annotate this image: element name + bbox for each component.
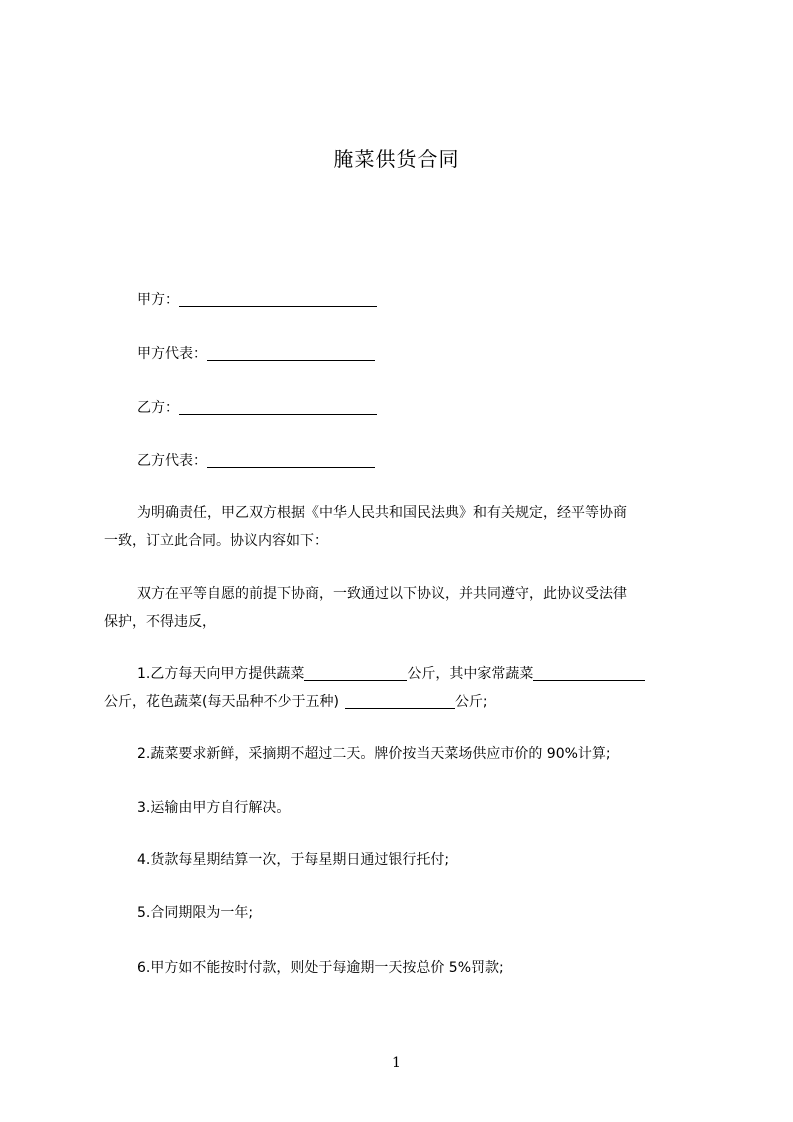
party-a-label: 甲方：: [137, 292, 179, 308]
agreement-line-2: 保护，不得违反，: [104, 614, 216, 630]
party-a-rep-blank: [207, 343, 375, 361]
document-title: 腌菜供货合同: [333, 147, 460, 171]
clause-4: 4.货款每星期结算一次，于每星期日通过银行托付;: [137, 852, 450, 868]
party-a-rep-label: 甲方代表：: [137, 346, 207, 362]
clause-6: 6.甲方如不能按时付款，则处于每逾期一天按总价 5%罚款;: [137, 960, 504, 976]
party-b-line: [137, 394, 377, 422]
party-a-rep-line: [137, 340, 375, 368]
party-b-label: 乙方：: [137, 400, 179, 416]
clause-1-blank-total: [304, 663, 407, 681]
party-a-blank: [179, 289, 377, 307]
clause-1-part-2: 公斤，其中家常蔬菜: [407, 666, 534, 682]
party-b-rep-label: 乙方代表：: [137, 453, 207, 469]
party-a-line: [137, 286, 377, 314]
clause-3: 3.运输由甲方自行解决。: [137, 800, 291, 816]
agreement-line-1: 双方在平等自愿的前提下协商，一致通过以下协议，并共同遵守，此协议受法律: [137, 586, 627, 602]
clause-1-part-4: 公斤;: [454, 694, 488, 710]
party-b-rep-blank: [207, 450, 375, 468]
clause-1-blank-home: [533, 663, 645, 681]
clause-1-line-1: [137, 660, 645, 688]
page-number: 1: [392, 1055, 401, 1071]
clause-1-part-3: 公斤，花色蔬菜(每天品种不少于五种): [104, 694, 339, 710]
clause-1-blank-fancy: [345, 691, 455, 709]
clause-5: 5.合同期限为一年;: [137, 905, 254, 921]
clause-1-part-1: 1.乙方每天向甲方提供蔬菜: [137, 666, 305, 682]
preamble-line-2: 一致，订立此合同。协议内容如下：: [104, 533, 328, 549]
party-b-rep-line: [137, 447, 375, 475]
clause-2: 2.蔬菜要求新鲜，采摘期不超过二天。牌价按当天菜场供应市价的 90%计算;: [137, 746, 611, 762]
preamble-line-1: 为明确责任，甲乙双方根据《中华人民共和国民法典》和有关规定，经平等协商: [137, 505, 627, 521]
party-b-blank: [179, 397, 377, 415]
clause-1-line-2: [104, 688, 488, 716]
